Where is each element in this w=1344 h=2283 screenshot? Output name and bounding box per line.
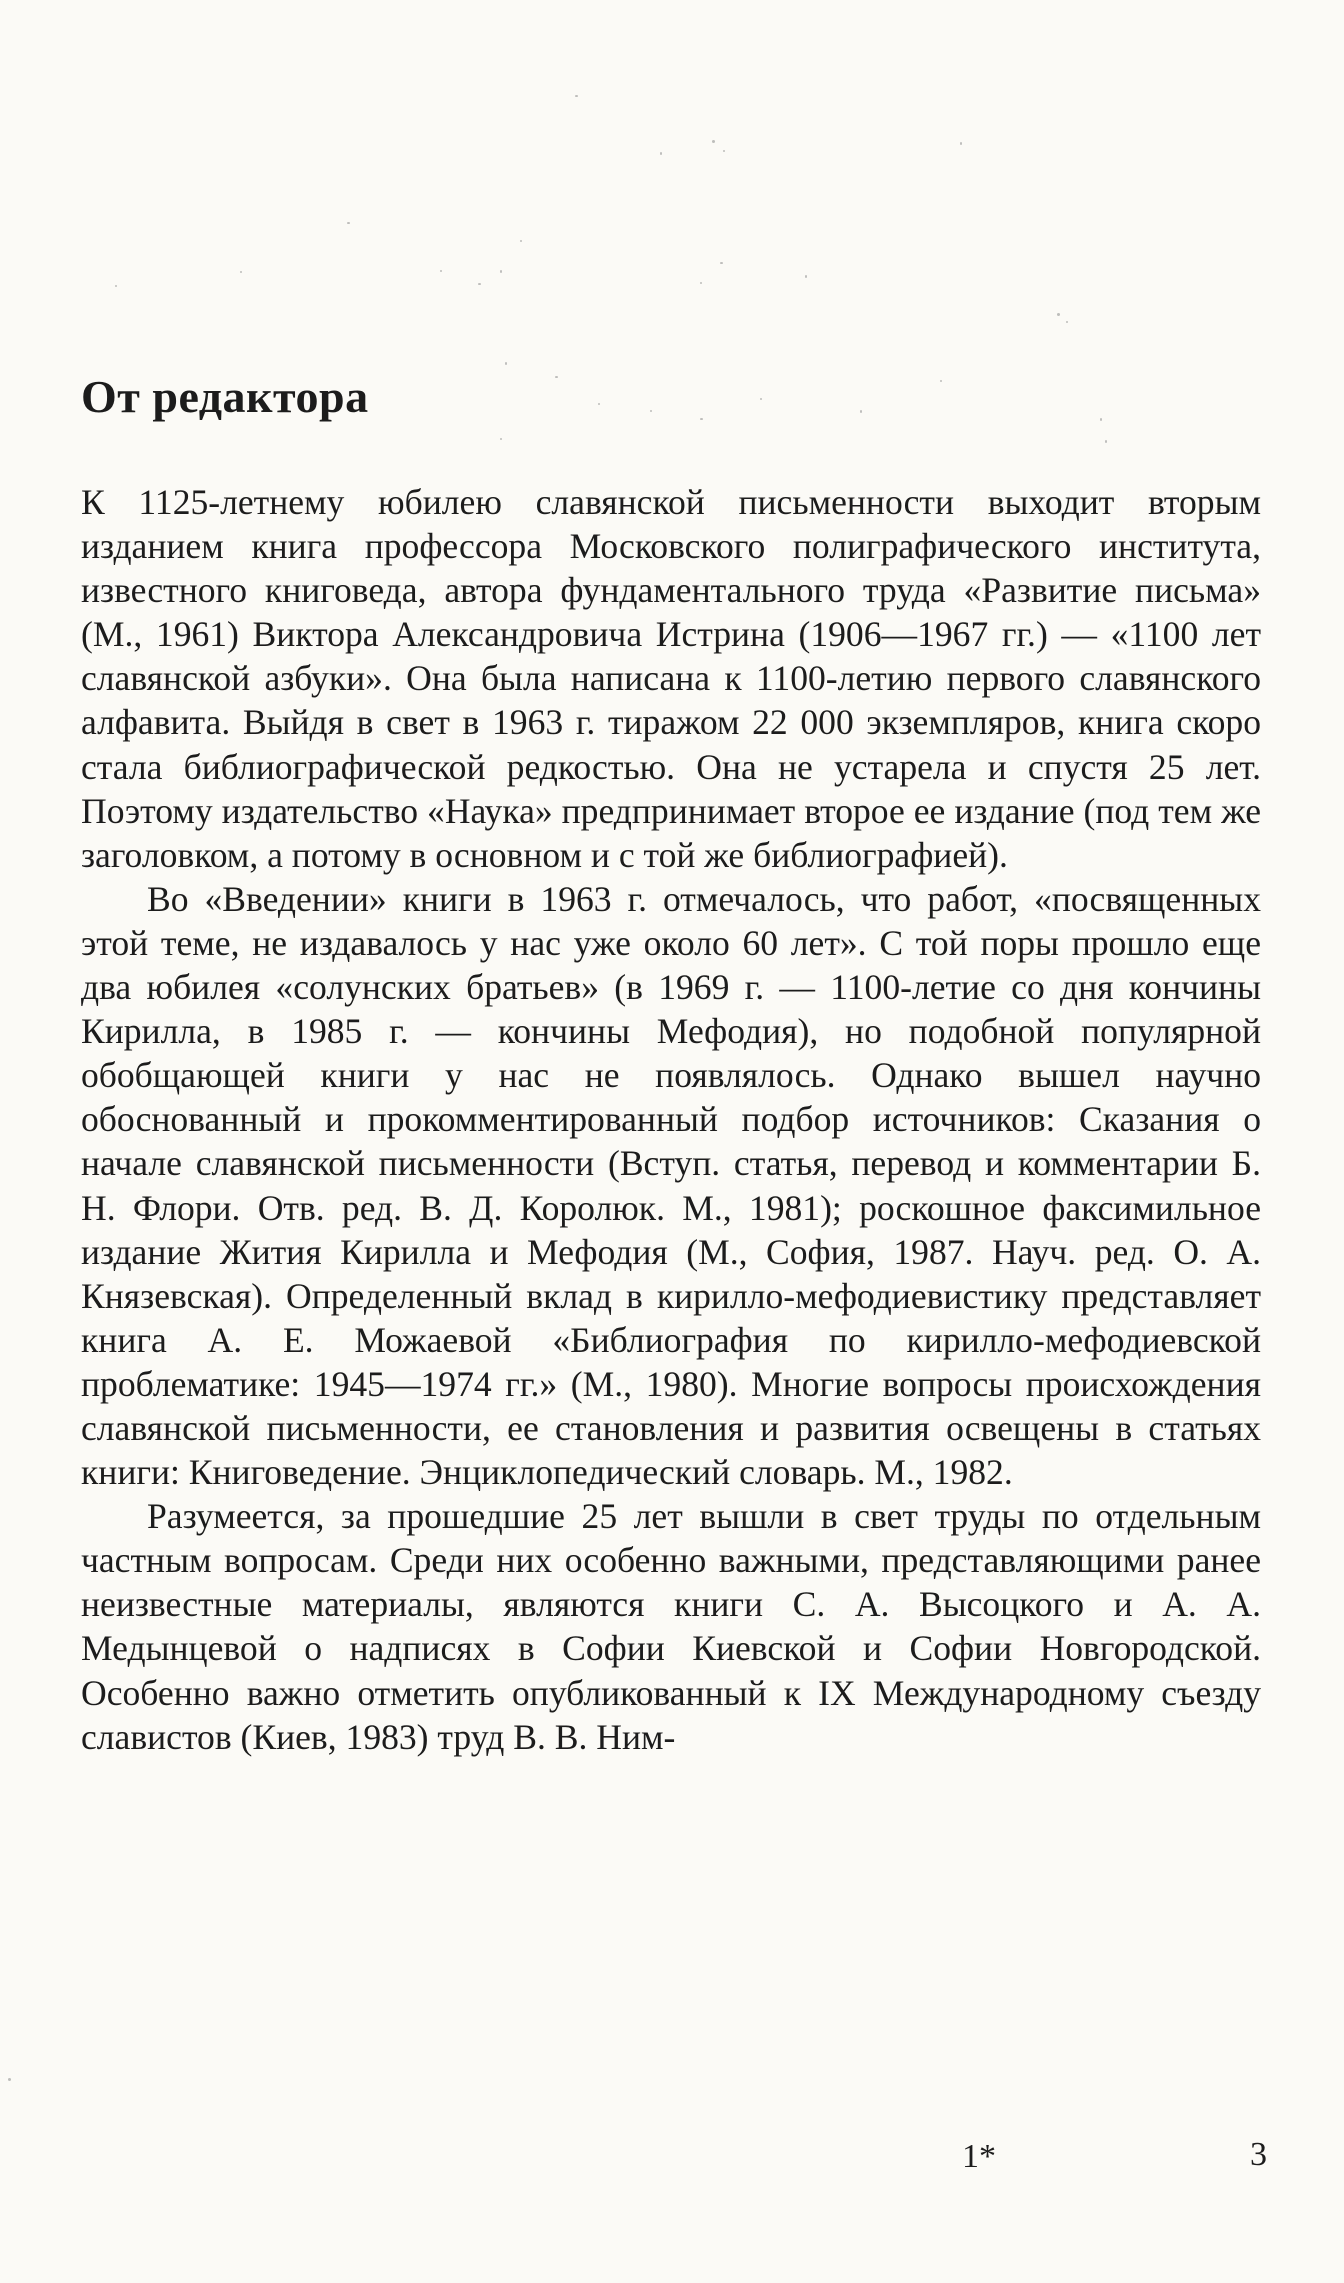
signature-mark: 1*: [962, 2138, 996, 2175]
paragraph-3: Разумеется, за прошедшие 25 лет вышли в свет труды по отдельным частным вопросам. Среди них особенно важными, представляющими ранее неизвестные материалы, являются книги С. А. Высоцкого и А. А. Медынцевой о надписях в Софии Киевской и Софии Новгородской. Особенно важно отметить опубликованный к IX Международному съезду славистов (Киев, 1983) труд В. В. Ним-: [81, 1496, 1261, 1757]
paragraph-1: К 1125-летнему юбилею славянской письменности выходит вторым изданием книга профессора Московского полиграфического института, известного книговеда, автора фундаментального труда «Развитие письма» (М., 1961) Виктора Александровича Истрина (1906—1967 гг.) — «1100 лет славянской азбуки». Она была написана к 1100-летию первого славянского алфавита. Выйдя в свет в 1963 г. тиражом 22 000 экземпляров, книга скоро стала библиографической редкостью. Она не устарела и спустя 25 лет. Поэтому издательство «Наука» предпринимает второе ее издание (под тем же заголовком, а потому в основном и с той же библиографией).: [81, 482, 1261, 875]
paragraph-2: Во «Введении» книги в 1963 г. отмечалось, что работ, «посвященных этой теме, не издавалось у нас уже около 60 лет». С той поры прошло еще два юбилея «солунских братьев» (в 1969 г. — 1100-летие со дня кончины Кирилла, в 1985 г. — кончины Мефодия), но подобной популярной обобщающей книги у нас не появлялось. Однако вышел научно обоснованный и прокомментированный подбор источников: Сказания о начале славянской письменности (Вступ. статья, перевод и комментарии Б. Н. Флори. Отв. ред. В. Д. Королюк. М., 1981); роскошное факсимильное издание Жития Кирилла и Мефодия (М., София, 1987. Науч. ред. О. А. Князевская). Определенный вклад в кирилло-мефодиевистику представляет книга А. Е. Можаевой «Библиография по кирилло-мефодиевской проблематике: 1945—1974 гг.» (М., 1980). Многие вопросы происхождения славянской письменности, ее становления и развития освещены в статьях книги: Книговедение. Энциклопедический словарь. М., 1982.: [81, 878, 1261, 1493]
body-text: [81, 480, 1261, 1759]
page-title: От редактора: [81, 371, 369, 422]
page-number: 3: [1250, 2136, 1267, 2173]
